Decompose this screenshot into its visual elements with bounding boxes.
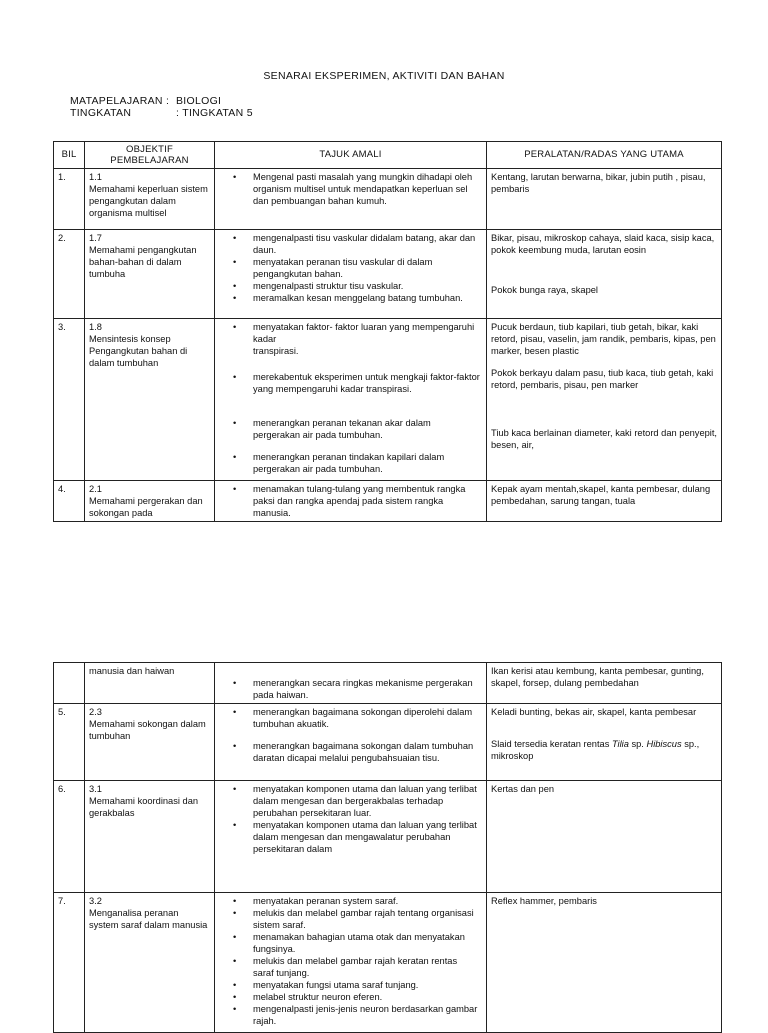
bil-cell: 6.	[54, 781, 85, 893]
alat-cell	[487, 319, 722, 481]
alat-cell	[487, 663, 722, 704]
table-row	[54, 704, 722, 781]
alat-text: Kertas dan pen	[491, 784, 555, 794]
tajuk-item: • menerangkan peranan tekanan akar dalam pergerakan air pada tumbuhan.	[219, 417, 482, 441]
alat-text-part: sp., mikroskop	[491, 739, 700, 761]
bil-cell	[54, 663, 85, 704]
alat-text: Ikan kerisi atau kembung, kanta pembesar, gunting, skapel, forsep, dulang pembedahan	[491, 666, 704, 688]
tajuk-item: • menyatakan peranan system saraf.	[219, 895, 482, 907]
level-label: TINGKATAN	[70, 107, 132, 119]
table-row	[54, 481, 722, 522]
objective-code: 3.1	[89, 784, 102, 794]
bil-cell: 3.	[54, 319, 85, 481]
objective-code: 3.2	[89, 896, 102, 906]
header-objektif: OBJEKTIF PEMBELAJARAN	[85, 142, 215, 169]
tajuk-item: • mengenalpasti struktur tisu vaskular.	[219, 280, 482, 292]
alat-text	[491, 738, 717, 762]
alat-cell	[487, 893, 722, 1033]
tajuk-item: • menerangkan peranan tindakan kapilari dalam pergerakan air pada tumbuhan.	[219, 451, 482, 475]
objective-code: 1.7	[89, 233, 102, 243]
experiment-table-part-1	[53, 141, 722, 522]
tajuk-item: • mengenalpasti tisu vaskular didalam batang, akar dan daun.	[219, 232, 482, 256]
tajuk-item: • menerangkan bagaimana sokongan dalam tumbuhan daratan dicapai melalui pengubahsuaian tisu.	[219, 740, 482, 764]
alat-species-hibiscus: Hibiscus	[646, 739, 682, 749]
tajuk-cell	[215, 704, 487, 781]
alat-text: Reflex hammer, pembaris	[491, 896, 597, 906]
table-row	[54, 230, 722, 319]
objective-cell	[85, 481, 215, 522]
alat-species-tilia: Tilia	[611, 739, 629, 749]
tajuk-item: • merekabentuk eksperimen untuk mengkaji faktor-faktor yang mempengaruhi kadar transpirasi.	[219, 371, 482, 395]
tajuk-item: • menyatakan komponen utama dan laluan yang terlibat dalam mengesan dan bergerakbalas terhadap perubahan persekitaran luar.	[219, 783, 482, 819]
tajuk-cell	[215, 169, 487, 230]
tajuk-item: • menerangkan secara ringkas mekanisme pergerakan pada haiwan.	[219, 677, 482, 701]
alat-text: Pucuk berdaun, tiub kapilari, tiub getah, bikar, kaki retord, pisau, vaselin, jam randik, pembaris, kipas, pen marker, besen plastic	[491, 322, 716, 356]
header-peralatan: PERALATAN/RADAS YANG UTAMA	[487, 142, 722, 169]
page-title: SENARAI EKSPERIMEN, AKTIVITI DAN BAHAN	[263, 70, 505, 82]
objective-text: Memahami koordinasi dan gerakbalas	[89, 796, 199, 818]
tajuk-cell	[215, 481, 487, 522]
bil-cell: 4.	[54, 481, 85, 522]
alat-text: Keladi bunting, bekas air, skapel, kanta pembesar	[491, 707, 697, 717]
objective-cell	[85, 704, 215, 781]
tajuk-cell	[215, 319, 487, 481]
tajuk-item: • menyatakan peranan tisu vaskular di dalam pengangkutan bahan.	[219, 256, 482, 280]
tajuk-item: • melabel struktur neuron eferen.	[219, 991, 482, 1003]
objective-cell	[85, 781, 215, 893]
bil-cell: 7.	[54, 893, 85, 1033]
objective-cell	[85, 169, 215, 230]
table-row	[54, 893, 722, 1033]
alat-text-part: Slaid tersedia keratan rentas	[491, 739, 612, 749]
table-row	[54, 319, 722, 481]
tajuk-item: • meramalkan kesan menggelang batang tumbuhan.	[219, 292, 482, 304]
objective-text: manusia dan haiwan	[89, 666, 175, 676]
alat-cell	[487, 230, 722, 319]
header-tajuk: TAJUK AMALI	[215, 142, 487, 169]
alat-text: Bikar, pisau, mikroskop cahaya, slaid kaca, sisip kaca, pokok keembung muda, larutan eosin	[491, 233, 715, 255]
table-row	[54, 169, 722, 230]
alat-cell	[487, 704, 722, 781]
table-row	[54, 663, 722, 704]
objective-text: Mensintesis konsep Pengangkutan bahan di dalam tumbuhan	[89, 334, 188, 368]
objective-cell	[85, 893, 215, 1033]
alat-text: Pokok bunga raya, skapel	[491, 285, 598, 295]
alat-text: Pokok berkayu dalam pasu, tiub kaca, tiub getah, kaki retord, pembaris, pisau, pen marker	[491, 368, 714, 390]
alat-cell	[487, 781, 722, 893]
tajuk-item: • menamakan bahagian utama otak dan menyatakan fungsinya.	[219, 931, 482, 955]
tajuk-cell	[215, 781, 487, 893]
objective-text: Menganalisa peranan system saraf dalam manusia	[89, 908, 208, 930]
objective-code: 2.3	[89, 707, 102, 717]
objective-text: Memahami sokongan dalam tumbuhan	[89, 719, 206, 741]
tajuk-item: • menyatakan komponen utama dan laluan yang terlibat dalam mengesan dan mengawalatur perubahan persekitaran dalam	[219, 819, 482, 855]
tajuk-item: • menyatakan fungsi utama saraf tunjang.	[219, 979, 482, 991]
subject-label: MATAPELAJARAN :	[70, 95, 170, 107]
alat-cell	[487, 169, 722, 230]
bil-cell: 2.	[54, 230, 85, 319]
table-row	[54, 781, 722, 893]
header-bil: BIL	[54, 142, 85, 169]
subject-value: BIOLOGI	[176, 95, 222, 107]
tajuk-cell	[215, 893, 487, 1033]
objective-cell	[85, 319, 215, 481]
alat-cell	[487, 481, 722, 522]
bil-cell: 1.	[54, 169, 85, 230]
tajuk-item: • menamakan tulang-tulang yang membentuk rangka paksi dan rangka apendaj pada sistem rangka manusia.	[219, 483, 482, 519]
level-line	[70, 107, 253, 119]
experiment-table-part-2	[53, 662, 722, 1033]
tajuk-continuation: transpirasi.	[253, 346, 299, 356]
alat-text: Tiub kaca berlainan diameter, kaki retord dan penyepit, besen, air,	[491, 428, 718, 450]
objective-code: 1.1	[89, 172, 102, 182]
tajuk-cell	[215, 663, 487, 704]
objective-text: Memahami pergerakan dan sokongan pada	[89, 496, 203, 518]
alat-text-part: sp.	[628, 739, 647, 749]
bil-cell: 5.	[54, 704, 85, 781]
objective-text: Memahami keperluan sistem pengangkutan dalam organisma multisel	[89, 184, 208, 218]
tajuk-item: • melukis dan melabel gambar rajah tentang organisasi sistem saraf.	[219, 907, 482, 931]
objective-text: Memahami pengangkutan bahan-bahan di dalam tumbuha	[89, 245, 197, 279]
tajuk-item: • menerangkan bagaimana sokongan diperolehi dalam tumbuhan akuatik.	[219, 706, 482, 730]
level-value: : TINGKATAN 5	[176, 107, 253, 119]
objective-cell	[85, 663, 215, 704]
tajuk-item: • Mengenal pasti masalah yang mungkin dihadapi oleh organism multisel untuk mendapatkan keperluan sel dan pembuangan bahan kumuh.	[219, 171, 482, 207]
objective-cell	[85, 230, 215, 319]
tajuk-item: • melukis dan melabel gambar rajah keratan rentas saraf tunjang.	[219, 955, 482, 979]
alat-text: Kepak ayam mentah,skapel, kanta pembesar, dulang pembedahan, sarung tangan, tuala	[491, 484, 711, 506]
subject-line	[70, 95, 221, 107]
tajuk-item: • menyatakan faktor- faktor luaran yang mempengaruhi kadar	[219, 321, 482, 345]
objective-code: 2.1	[89, 484, 102, 494]
tajuk-cell	[215, 230, 487, 319]
tajuk-item: • mengenalpasti jenis-jenis neuron berdasarkan gambar rajah.	[219, 1003, 482, 1027]
table-header-row	[54, 142, 722, 169]
alat-text: Kentang, larutan berwarna, bikar, jubin putih , pisau, pembaris	[491, 172, 706, 194]
objective-code: 1.8	[89, 322, 102, 332]
